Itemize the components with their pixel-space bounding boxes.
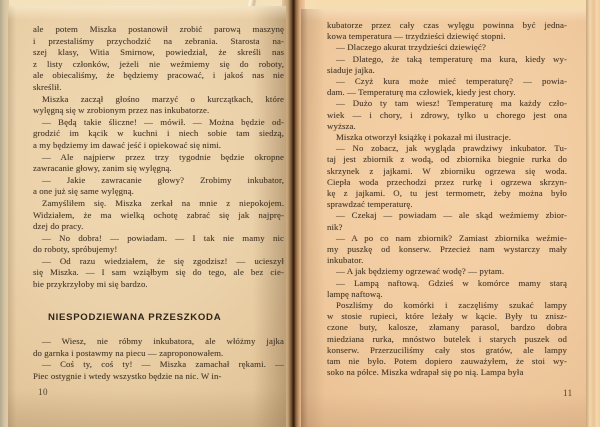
right-page: [301, 9, 586, 427]
paragraph: [33, 152, 284, 175]
text-line: a my będziemy im dawać jeść i opiekować się nimi.: [33, 139, 222, 150]
paragraph: [327, 143, 567, 210]
text-line: Miszka zaczął głośno marzyć o kurczątkach, które: [42, 93, 284, 104]
right-page-text: [327, 20, 567, 379]
text-line: miedziana rurka, mnóstwo butelek i starych puszek od: [327, 333, 567, 344]
text-line: bie przykrzyłoby mi się bardzo.: [33, 279, 148, 290]
paragraph: [327, 42, 567, 53]
text-line: Widziałem, że ma wielką ochotę zabrać się jak najprę-: [33, 209, 284, 220]
text-line: dzej do pracy.: [33, 221, 84, 232]
text-line: siaduje jajka.: [327, 64, 375, 75]
text-line: lampę naftową.: [327, 288, 383, 299]
text-line: Ciepła woda przechodzi przez rurkę i ogrzewa skrzyn-: [327, 176, 567, 187]
text-line: Poszliśmy do komórki i zaczęliśmy szukać lampy: [336, 300, 567, 311]
text-line: — No dobra! — powiadam. — I tak nie mamy nic: [42, 232, 284, 243]
paragraph: [33, 175, 284, 198]
text-line: grodzić im kącik w kuchni i niech sobie tam siedzą,: [33, 128, 284, 139]
text-line: konserw. Przerzuciliśmy cały stos gratów, ale lampy: [327, 344, 567, 355]
paragraph: [33, 359, 284, 382]
text-line: — Ale najpierw przez trzy tygodnie będzie okropne: [42, 151, 284, 162]
text-line: — Coś ty, coś ty! — Miszka zamachał rękami. —: [42, 359, 284, 370]
text-line: — Czyż kura może mieć temperaturę? — powia-: [336, 76, 567, 87]
text-line: skreślił.: [33, 81, 62, 92]
text-line: inkubator.: [327, 255, 364, 266]
text-line: taj jest zbiornik z wodą, od zbiornika biegnie rurka do: [327, 154, 567, 165]
text-line: zawracanie głowy, zanim się wylęgną.: [33, 163, 172, 174]
left-page: [8, 6, 286, 427]
text-line: — No zobacz, jak wygląda prawdziwy inkubator. Tu-: [336, 143, 567, 154]
text-line: i przestaliśmy przychodzić na zebrania. Starosta na-: [33, 35, 284, 46]
paragraph: [327, 54, 567, 76]
text-line: się Miszka. — I sam wziąłbym się do tego, ale bez cie-: [33, 267, 284, 278]
paragraph: [33, 117, 284, 152]
text-line: do roboty, spróbujemy!: [33, 244, 118, 255]
paragraph: [33, 24, 284, 94]
text-line: dam. — Temperaturę ma człowiek, kiedy jest chory.: [327, 87, 516, 98]
paragraph: [327, 278, 567, 300]
paragraph: [327, 98, 567, 132]
text-line: ale potem Miszka postanowił zrobić parową maszynę: [33, 24, 284, 34]
text-line: — A po co nam zbiornik? Zamiast zbiornika weźmie-: [336, 232, 567, 243]
paragraph: [327, 132, 567, 143]
paragraph: [33, 336, 284, 359]
text-line: sprawdzać temperaturę.: [327, 199, 413, 210]
text-line: my puszkę od konserw. Przecież nam wystarczy mały: [327, 244, 567, 255]
paragraph: [327, 266, 567, 277]
paragraph: [327, 76, 567, 98]
paragraph: [33, 233, 284, 256]
text-line: kowa temperatura — trzydzieści dziewięć stopni.: [327, 31, 506, 42]
paragraph: [327, 20, 567, 42]
paragraph: [33, 94, 284, 117]
text-line: — Dlatego, że taką temperaturę ma kura, kiedy wy-: [336, 53, 567, 64]
text-line: kubatorze przez cały czas wylęgu powinna być jedna-: [327, 20, 567, 30]
text-line: — Wiesz, nie róbmy inkubatora, ale włóżmy jajka: [42, 336, 284, 347]
section-heading: NIESPODZIEWANA PRZESZKODA: [48, 311, 222, 323]
page-edge-right: [586, 0, 600, 427]
text-line: — Dużo ty tam wiesz! Temperaturę ma każdy czło-: [336, 98, 567, 109]
text-line: ale obiecaliśmy, że będziemy pracować, i jakoś nas nie: [33, 70, 284, 81]
text-line: czone buty, kalosze, złamany parasol, bardzo dobra: [327, 322, 567, 333]
text-line: soko na półce. Miszka wdrapał się po nią. Lampa była: [327, 367, 524, 378]
page-number-right: 11: [563, 388, 573, 398]
text-line: — Jakie zawracanie głowy? Zrobimy inkubator,: [42, 174, 284, 185]
text-line: tam nie było. Potem dopiero zauważyłem, że stoi wy-: [327, 356, 567, 367]
text-line: skrzynek z jajkami. W zbiorniku ogrzewa się woda.: [327, 165, 567, 176]
text-line: do garnka i postawmy na piecu — zaproponowałem.: [33, 347, 224, 358]
page-number-left: 10: [38, 387, 48, 397]
text-line: Miszka otworzył książkę i pokazał mi ilustracje.: [336, 132, 512, 143]
text-line: — Lampą naftową. Gdzieś w komórce mamy starą: [336, 277, 567, 288]
text-line: Zamyśliłem się. Miszka zerkał na mnie z niepokojem.: [42, 197, 284, 208]
text-line: nik?: [327, 221, 343, 232]
paragraph: [327, 233, 567, 267]
text-line: wiek — i chory, i zdrowy, tylko u chorego jest ona: [327, 109, 567, 120]
text-line: szej klasy, Witia Smirnow, powiedział, że skreśli nas: [33, 47, 284, 58]
paragraph: [327, 210, 567, 232]
text-line: wylęgną się w zrobionym przez nas inkubatorze.: [33, 105, 210, 116]
paragraph: [327, 300, 567, 378]
text-line: — A jak będziemy ogrzewać wodę? — pytam.: [336, 266, 505, 277]
text-line: wyższa.: [327, 120, 356, 131]
paragraph: [33, 198, 284, 233]
text-line: — Czekaj — powiadam — ale skąd weźmiemy zbior-: [336, 210, 567, 221]
paragraph: [33, 256, 284, 291]
text-line: a one już się same wylęgną.: [33, 186, 134, 197]
text-line: z listy członków, jeżeli nie weźmiemy się do roboty,: [33, 58, 284, 69]
text-line: — Od razu wiedziałem, że się zgodzisz! — ucieszył: [42, 255, 284, 266]
left-page-text: [33, 24, 284, 383]
text-line: Piec ostygnie i wtedy wszystko będzie na nic. W in-: [33, 371, 222, 382]
text-line: kę z jajkami. O, tu jest termometr, żeby można było: [327, 188, 567, 199]
text-line: w stosie rupieci, które leżały w kącie. Były tu znisz-: [327, 311, 567, 322]
text-line: — Będą takie śliczne! — mówił. — Można będzie od-: [42, 116, 284, 127]
text-line: — Dlaczego akurat trzydzieści dziewięć?: [336, 42, 486, 53]
